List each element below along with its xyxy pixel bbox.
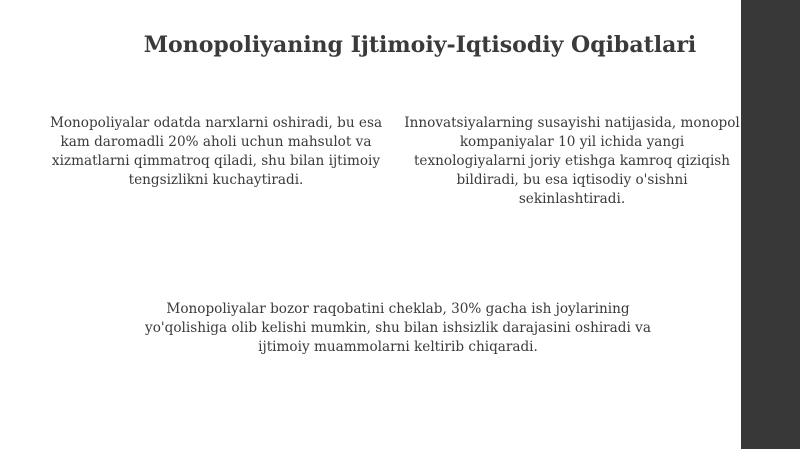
slide-title: Monopoliyaning Ijtimoiy-Iqtisodiy Oqibatlari xyxy=(143,32,697,58)
paragraph-left: Monopoliyalar odatda narxlarni oshiradi, bu esa kam daromadli 20% aholi uchun mahsulot va xizmatlarni qimmatroq qiladi, shu bilan ijtimoiy tengsizlikni kuchaytiradi. xyxy=(49,115,383,188)
side-bar xyxy=(741,0,800,449)
paragraph-right: Innovatsiyalarning susayishi natijasida, monopol kompaniyalar 10 yil ichida yangi texnologiyalarni joriy etishga kamroq qiziqish bildiradi, bu esa iqtisodiy o'sishni sekinlashtiradi. xyxy=(404,115,740,207)
paragraph-bottom: Monopoliyalar bozor raqobatini cheklab, 30% gacha ish joylarining yo'qolishiga olib kelishi mumkin, shu bilan ishsizlik darajasini oshiradi va ijtimoiy muammolarni keltirib chiqaradi. xyxy=(145,301,651,355)
